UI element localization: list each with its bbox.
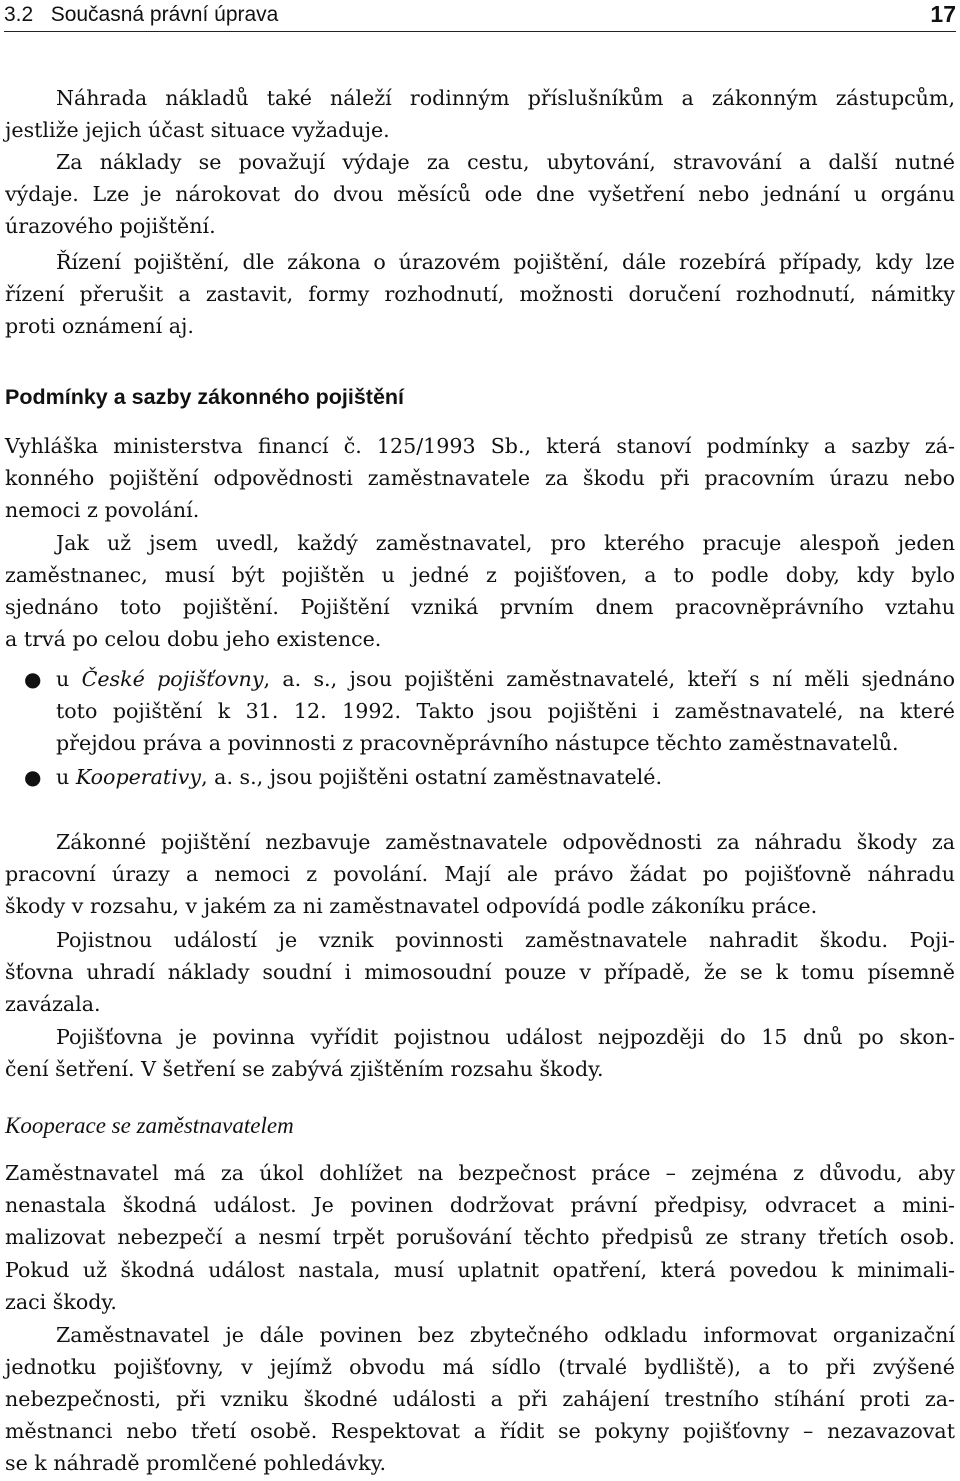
bullet-text: , a. s., jsou pojištěni ostatní zaměstnavatelé. [201,765,663,789]
paragraph-line: šťovna uhradí náklady soudní i mimosoudní pouze v případě, že se k tomu písemně [5,960,955,984]
bullet-icon: ● [24,765,42,789]
paragraph-line: Zaměstnavatel je dále povinen bez zbytečného odkladu informovat organizační [56,1323,955,1347]
paragraph-line: Řízení pojištění, dle zákona o úrazovém pojištění, dále rozebírá případy, kdy lze [56,250,955,274]
paragraph-line: nenastala škodná událost. Je povinen dodržovat právní předpisy, odvracet a mini- [5,1193,955,1217]
paragraph-line: Za náklady se považují výdaje za cestu, ubytování, stravování a další nutné [56,150,955,174]
paragraph-line: zavázala. [5,992,101,1016]
company-name: Kooperativy [75,765,202,789]
bullet-prefix: u [56,765,76,789]
paragraph-line: řízení přerušit a zastavit, formy rozhodnutí, možnosti doručení rozhodnutí, námitky [5,282,955,306]
bullet-item-line: přejdou práva a povinnosti z pracovněprávního nástupce těchto zaměstnavatelů. [56,731,899,755]
paragraph-line: Zaměstnavatel má za úkol dohlížet na bezpečnost práce – zejména z důvodu, aby [5,1161,955,1185]
paragraph-line: Pojišťovna je povinna vyřídit pojistnou událost nejpozději do 15 dnů po skon- [56,1025,955,1049]
paragraph-line: Vyhláška ministerstva financí č. 125/1993 Sb., která stanoví podmínky a sazby zá- [5,434,955,458]
paragraph-line: Pokud už škodná událost nastala, musí uplatnit opatření, která povedou k minimali- [5,1258,955,1282]
subsection-heading: Kooperace se zaměstnavatelem [5,1113,294,1138]
paragraph-line: jestliže jejich účast situace vyžaduje. [5,118,390,142]
paragraph-line: Zákonné pojištění nezbavuje zaměstnavatele odpovědnosti za náhradu škody za [56,830,955,854]
paragraph-line: nemoci z povolání. [5,498,200,522]
paragraph-line: malizovat nebezpečí a nesmí trpět porušování těchto předpisů ze strany třetích osob. [5,1225,955,1249]
page-number: 17 [930,1,956,27]
paragraph-line: městnanci nebo třetí osobě. Respektovat a řídit se pokyny pojišťovny – nezavazovat [5,1419,955,1443]
paragraph-line: proti oznámení aj. [5,314,194,338]
paragraph-line: úrazového pojištění. [5,214,216,238]
paragraph-line: a trvá po celou dobu jeho existence. [5,627,382,651]
bullet-item-line [56,761,955,793]
paragraph-line: pracovní úrazy a nemoci z povolání. Mají ale právo žádat po pojišťovně náhradu [5,862,955,886]
section-title: 3.2 Současná právní úprava [4,3,279,26]
paragraph-line: zaměstnanec, musí být pojištěn u jedné z pojišťoven, a to podle doby, kdy bylo [5,563,955,587]
paragraph-line: Pojistnou událostí je vznik povinnosti zaměstnavatele nahradit škodu. Poji- [56,928,955,952]
paragraph-line: zaci škody. [5,1290,117,1314]
paragraph-line: sjednáno toto pojištění. Pojištění vzniká prvním dnem pracovněprávního vztahu [5,595,955,619]
bullet-icon: ● [24,667,42,691]
paragraph-line: se k náhradě promlčené pohledávky. [5,1451,387,1475]
bullet-text: , a. s., jsou pojištěni zaměstnavatelé, kteří s ní měli sjednáno [263,667,956,691]
paragraph-line: Náhrada nákladů také náleží rodinným příslušníkům a zákonným zástupcům, [56,86,955,110]
subsection-heading: Podmínky a sazby zákonného pojištění [5,385,405,409]
bullet-prefix: u [56,667,82,691]
bullet-item-line [56,663,955,695]
running-header [4,0,956,32]
paragraph-line: jednotku pojišťovny, v jejímž obvodu má sídlo (trvalé bydliště), a to při zvýšené [5,1355,955,1379]
paragraph-line: výdaje. Lze je nárokovat do dvou měsíců ode dne vyšetření nebo jednání u orgánu [5,182,955,206]
bullet-item-line: toto pojištění k 31. 12. 1992. Takto jsou pojištěni i zaměstnavatelé, na které [56,699,955,723]
company-name: České pojišťovny [81,667,264,691]
paragraph-line: konného pojištění odpovědnosti zaměstnavatele za škodu při pracovním úrazu nebo [5,466,955,490]
paragraph-line: škody v rozsahu, v jakém za ni zaměstnavatel odpovídá podle zákoníku práce. [5,894,818,918]
paragraph-line: nebezpečnosti, při vzniku škodné události a při zahájení trestního stíhání proti za- [5,1387,955,1411]
paragraph-line: čení šetření. V šetření se zabývá zjištěním rozsahu škody. [5,1057,604,1081]
paragraph-line: Jak už jsem uvedl, každý zaměstnavatel, pro kterého pracuje alespoň jeden [56,531,955,555]
